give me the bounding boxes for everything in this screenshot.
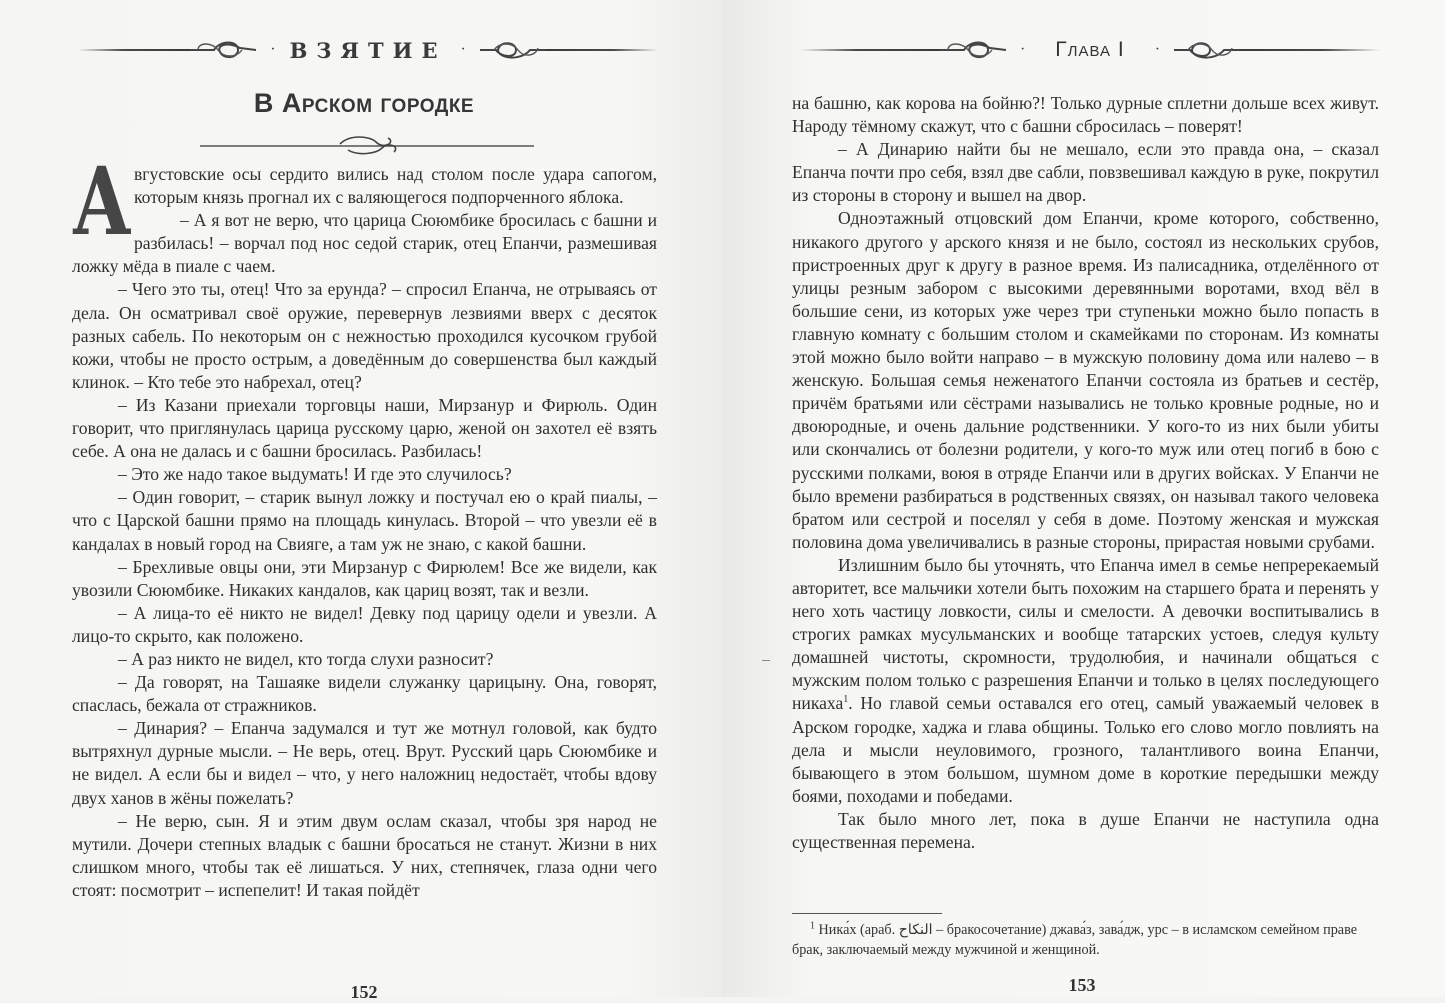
footnote-reference[interactable]: 1	[843, 694, 849, 706]
separator-dot: ·	[270, 41, 276, 58]
paragraph-text: Излишним было бы уточнять, что Епанча имел в семье непререкаемый авторитет, все мальчики хотели быть похожим на старшего брата и перенять у него хоть частицу ловкости, силы и смелости. А девочки воспитывались в строгих рамках мусульманских и вообще татарских устоев, следуя культу домашней чистоты, скромности, трудолюбия, и начинали общаться с мужским полом только с разрешения Епанчи и только в целях последующего никаха	[792, 554, 1379, 714]
paragraph-text-continued: Но главой семьи оставался его отец, самый уважаемый человек в Арском городке, хаджа и глава общины. Только его слово могло повлиять на дела и мысли неуловимого, грозного, талантливого воина Епанчи, бывающего в этом большом, шумном доме в короткие передышки между боями, походами и победами.	[792, 693, 1380, 806]
running-head-left	[78, 34, 658, 66]
flourish-ornament-icon	[480, 36, 546, 64]
page-number: 152	[350, 982, 378, 1002]
drop-cap: А	[72, 147, 132, 257]
flourish-ornament-icon	[190, 36, 256, 64]
chapter-title: В Арском городке	[253, 88, 475, 118]
footnote-marker: 1	[810, 920, 815, 932]
right-page	[722, 0, 1445, 997]
margin-mark	[762, 660, 770, 661]
page-number: 153	[1068, 975, 1096, 995]
paragraph: на башню, как корова на бойню?! Только дурные сплетни дольше всех живут. Народу тёмному скажут, что с башни сбросилась – поверят!	[792, 93, 1379, 137]
running-head-title: Глава I	[1055, 38, 1125, 61]
left-page	[0, 0, 722, 1002]
paragraph: – Один говорит, – старик вынул ложку и постучал ею о край пиалы, – что с Царской башни прямо на площадь кинулась. Второй – что увезли её в кандалах в новый город на Свияге, а там уж не знаю, с какой башни.	[72, 487, 657, 554]
rule-line	[546, 49, 658, 51]
paragraph: Так было много лет, пока в душе Епанчи не наступила одна существенная перемена.	[792, 808, 1379, 852]
separator-dot: ·	[460, 41, 466, 58]
paragraph: – Брехливые овцы они, эти Мирзанур с Фирюлем! Все же видели, как увозили Сююмбике. Никаких кандалов, как цариц возят, так и везли.	[72, 556, 657, 600]
rule-line	[1240, 49, 1380, 51]
right-page-body	[792, 92, 1379, 854]
paragraph: – А лица-то её никто не видел! Девку под царицу одели и увезли. А лицо-то скрыто, как положено.	[72, 602, 657, 646]
running-head-right	[800, 34, 1380, 66]
paragraph: – Динария? – Епанча задумался и тут же мотнул головой, как будто вытряхнул дурные мысли. – Не верь, отец. Врут. Русский царь Сююмбике и не видел. А если бы и видел – что, у него наложниц недостаёт, чтобы вдову двух ханов в жёны пожелать?	[72, 718, 657, 808]
paragraph: Одноэтажный отцовский дом Епанчи, кроме которого, собственно, никакого другого у арского князя и не было, состоял из нескольких срубов, пристроенных друг к другу в разное время. Из палисадника, отделённого от улицы резным забором с высокими деревянными воротами, вход вёл в большие сени, из которых уже через три ступеньки можно было попасть в главную комнату с большим столом и скамейками по сторонам. Из комнаты этой можно было войти направо – в мужскую половину дома или налево – в женскую. Большая семья неженатого Епанчи состояла из братьев и сестёр, причём братьями или сёстрами назывались не только кровные родные, но и двоюродные, и очень дальние родственники. У кого-то из них были убиты или скончались от болезни родители, у кого-то муж или отец погиб в бою с русскими полками, воюя в отряде Епанчи или в других войсках. У Епанчи не было времени разбираться в родственных связях, он называл такого человека братом или сестрой и поселял у себя в доме. Поэтому женская и мужская половина дома увеличивались в разные стороны, прирастая новыми срубами.	[792, 208, 1379, 552]
footnote-divider	[792, 913, 942, 914]
title-divider-ornament-icon	[200, 132, 534, 160]
paragraph: – Чего это ты, отец! Что за ерунда? – спросил Епанча, не отрываясь от дела. Он осматривал своё оружие, перевернув лезвиями вверх с десяток разных сабель. По некоторым он с нежностью проходился кусочком грубой кожи, чтобы не просто острым, а доведённым до совершенства был каждый клинок. – Кто тебе это набрехал, отец?	[72, 279, 657, 392]
paragraph: – Не верю, сын. Я и этим двум ослам сказал, чтобы зря народ не мутили. Дочери степных владык с башни бросаться не станут. Жизни в них слишком много, чтобы так её лишаться. У них, степнячек, глаза одни чего стоят: посмотрит – испепелит! И такая пойдёт	[72, 810, 657, 900]
paragraph: – Это же надо такое выдумать! И где это случилось?	[118, 464, 512, 485]
flourish-ornament-icon	[1174, 36, 1240, 64]
paragraph: – Из Казани приехали торговцы наши, Мирзанур и Фирюль. Один говорит, что приглянулась царица русскому царю, женой он захотел её взять себе. А она не далась и с башни бросилась. Разбилась!	[72, 394, 657, 462]
paragraph: – А я вот не верю, что царица Сююмбике бросилась с башни и разбилась! – ворчал под нос седой старик, отец Епанчи, размешивая ложку мёда в пиале с чаем.	[72, 210, 657, 277]
left-page-body	[72, 147, 657, 902]
paragraph: вгустовские осы сердито вились над столом после удара сапогом, которым князь прогнал их с валяющегося подпорченного яблока.	[134, 164, 657, 208]
rule-line	[800, 49, 940, 51]
footnote	[792, 920, 1382, 960]
paragraph: – А раз никто не видел, кто тогда слухи разносит?	[118, 648, 494, 669]
rule-line	[78, 49, 190, 51]
separator-dot: ·	[1154, 41, 1161, 58]
flourish-ornament-icon	[940, 36, 1006, 64]
paragraph: – Да говорят, на Ташаяке видели служанку царицыну. Она, говорят, спаслась, бежала от стражников.	[72, 672, 657, 716]
footnote-text: Ника́х (араб. النكاح – бракосочетание) джава́з, зава́дж, урс – в исламском семейном праве брак, заключаемый между мужчиной и женщиной.	[792, 922, 1358, 958]
paragraph: – А Динарию найти бы не мешало, если это правда она, – сказал Епанча почти про себя, взял две сабли, повзвешивал каждую в руке, покрутил из стороны в сторону и вышел на двор.	[792, 139, 1379, 206]
paragraph-with-footnote: Излишним было бы уточнять, что Епанча имел в семье непререкаемый авторитет, все мальчики хотели быть похожим на старшего брата и перенять у него хоть частицу ловкости, силы и смелости. А девочки воспитывались в строгих рамках мусульманских и вообще татарских устоев, следуя культу домашней чистоты, скромности, трудолюбия, и начинали общаться с мужским полом только с разрешения Епанчи и только в целях последующего никаха$^1$. Но главой семьи оставался его отец, самый уважаемый человек в Арском городке, хаджа и глава общины. Только его слово могло повлиять на дела и мысли неуловимого, грозного, талантливого воина Епанчи, бывающего в этом большом, шумном доме в короткие передышки между боями, походами и победами.	[792, 554, 1380, 806]
running-head-title: ВЗЯТИЕ	[289, 37, 447, 63]
separator-dot: ·	[1019, 41, 1026, 58]
